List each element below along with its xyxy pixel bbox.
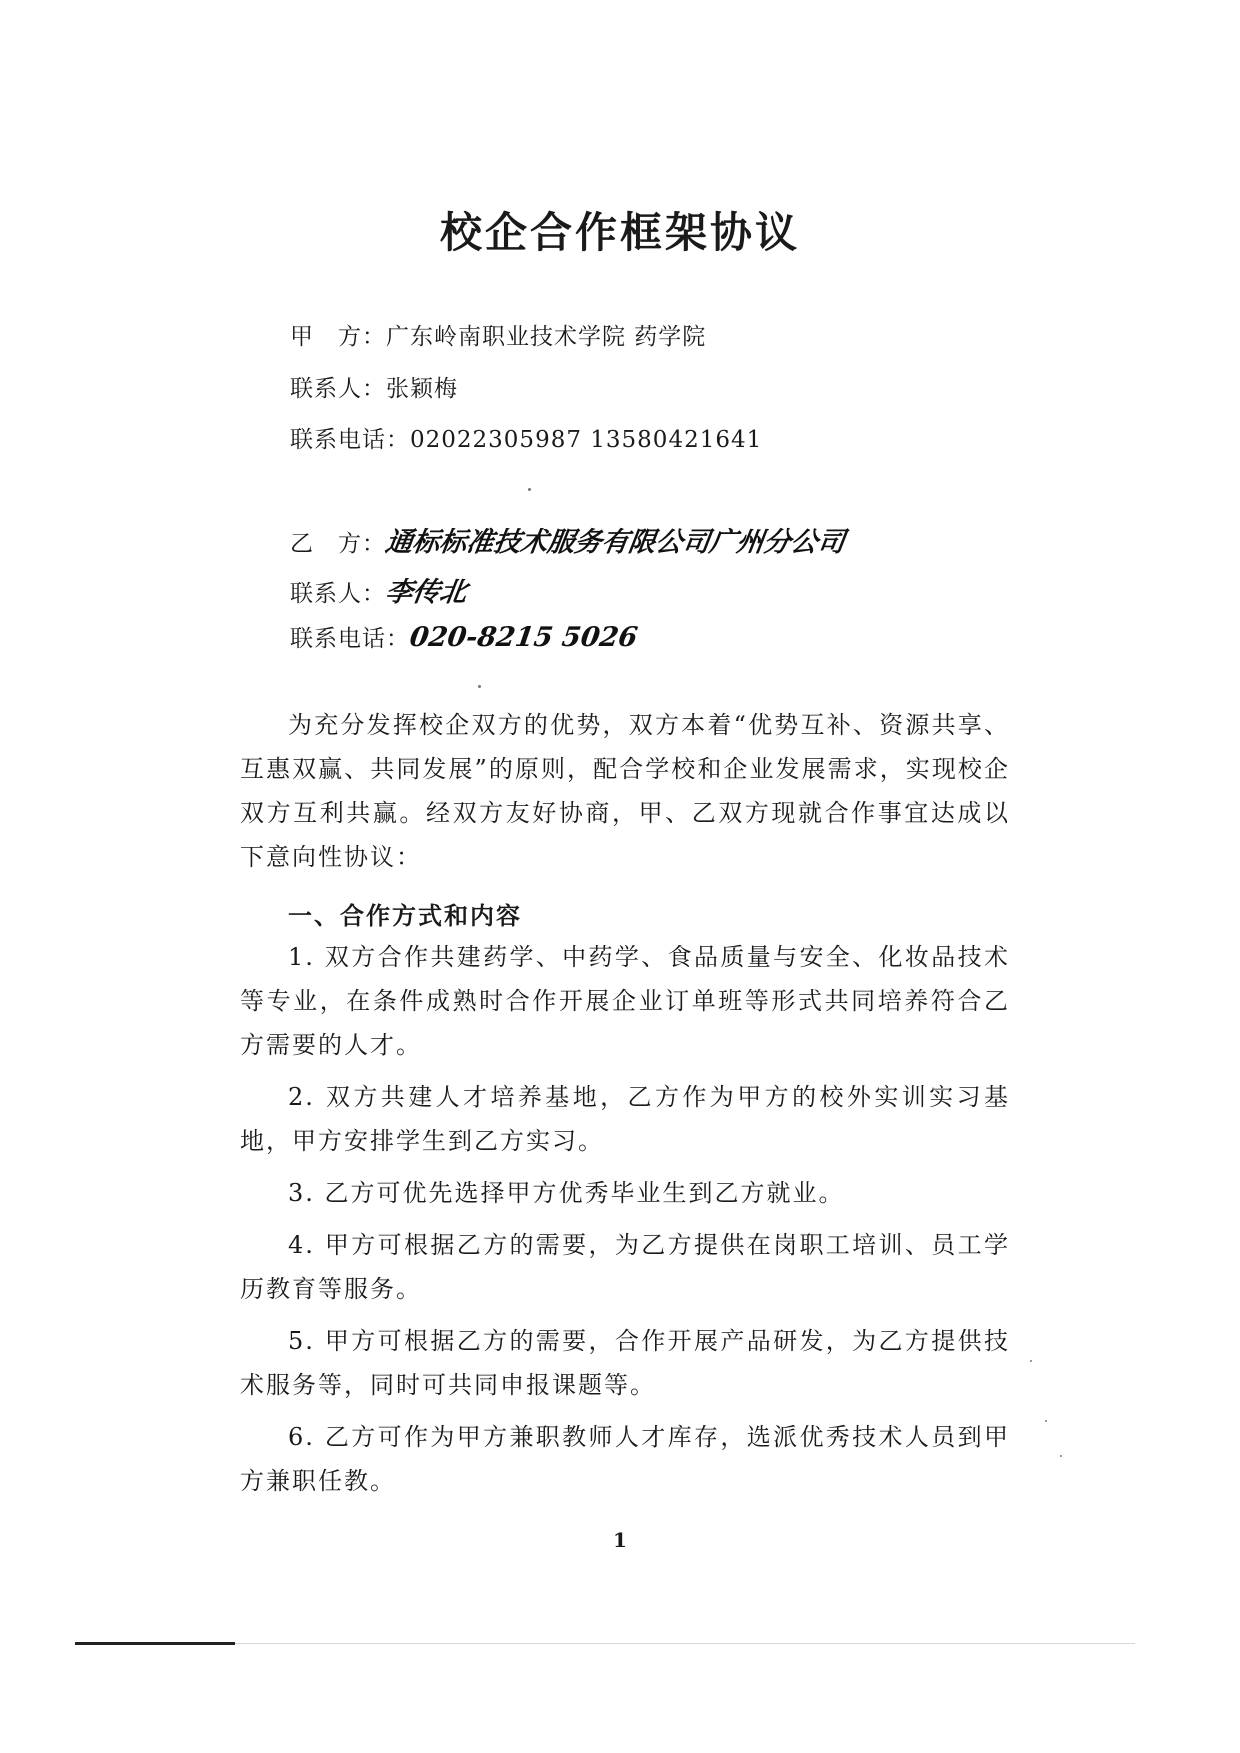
item-4: 4. 甲方可根据乙方的需要，为乙方提供在岗职工培训、员工学历教育等服务。 bbox=[240, 1231, 1010, 1303]
scan-speck bbox=[1030, 1360, 1032, 1362]
party-a-name: 广东岭南职业技术学院 药学院 bbox=[386, 324, 707, 350]
party-b-label: 乙 方： bbox=[290, 531, 386, 557]
party-a-phone-line bbox=[290, 421, 762, 454]
scan-speck bbox=[528, 488, 531, 491]
scan-edge-line bbox=[75, 1642, 235, 1645]
item-2: 2. 双方共建人才培养基地，乙方作为甲方的校外实训实习基地，甲方安排学生到乙方实习。 bbox=[240, 1083, 1010, 1155]
party-b-contact-line bbox=[290, 570, 467, 609]
preamble-block bbox=[240, 703, 1010, 879]
item-6: 6. 乙方可作为甲方兼职教师人才库存，选派优秀技术人员到甲方兼职任教。 bbox=[240, 1423, 1010, 1495]
scan-speck bbox=[478, 685, 481, 688]
preamble-paragraph: 为充分发挥校企双方的优势，双方本着“优势互补、资源共享、互惠双赢、共同发展”的原则，配合学校和企业发展需求，实现校企双方互利共赢。经双方友好协商，甲、乙双方现就合作事宜达成以下意向性协议： bbox=[240, 711, 1010, 871]
party-a-phone-label: 联系电话： bbox=[290, 427, 410, 453]
party-a-contact-line bbox=[290, 370, 458, 403]
party-b-phone-label: 联系电话： bbox=[290, 626, 410, 652]
party-a-label: 甲 方： bbox=[290, 324, 386, 350]
party-b-line bbox=[290, 520, 845, 559]
item-3: 3. 乙方可优先选择甲方优秀毕业生到乙方就业。 bbox=[288, 1179, 845, 1207]
scan-edge-faint-line bbox=[235, 1643, 1135, 1644]
party-a-line bbox=[290, 318, 706, 351]
party-b-name-handwritten: 通标标准技术服务有限公司广州分公司 bbox=[383, 527, 847, 558]
document-title: 校企合作框架协议 bbox=[439, 208, 800, 257]
party-b-phone-line bbox=[290, 620, 640, 653]
items-block bbox=[240, 935, 1010, 1503]
scan-speck bbox=[1045, 1420, 1047, 1422]
party-a-contact-label: 联系人： bbox=[290, 376, 386, 402]
party-a-phone: 02022305987 13580421641 bbox=[410, 427, 763, 453]
page-number: 1 bbox=[613, 1528, 627, 1552]
scan-speck bbox=[1060, 1455, 1062, 1457]
item-1: 1. 双方合作共建药学、中药学、食品质量与安全、化妆品技术等专业，在条件成熟时合作开展企业订单班等形式共同培养符合乙方需要的人才。 bbox=[240, 943, 1010, 1059]
party-b-contact-name-handwritten: 李传北 bbox=[383, 577, 469, 608]
party-b-phone-handwritten: 020-8215 5026 bbox=[407, 622, 640, 653]
item-5: 5. 甲方可根据乙方的需要，合作开展产品研发，为乙方提供技术服务等，同时可共同申报课题等。 bbox=[240, 1327, 1010, 1399]
party-b-contact-label: 联系人： bbox=[290, 581, 386, 607]
section-1-heading: 一、合作方式和内容 bbox=[288, 902, 522, 930]
party-a-contact-name: 张颖梅 bbox=[386, 376, 458, 402]
